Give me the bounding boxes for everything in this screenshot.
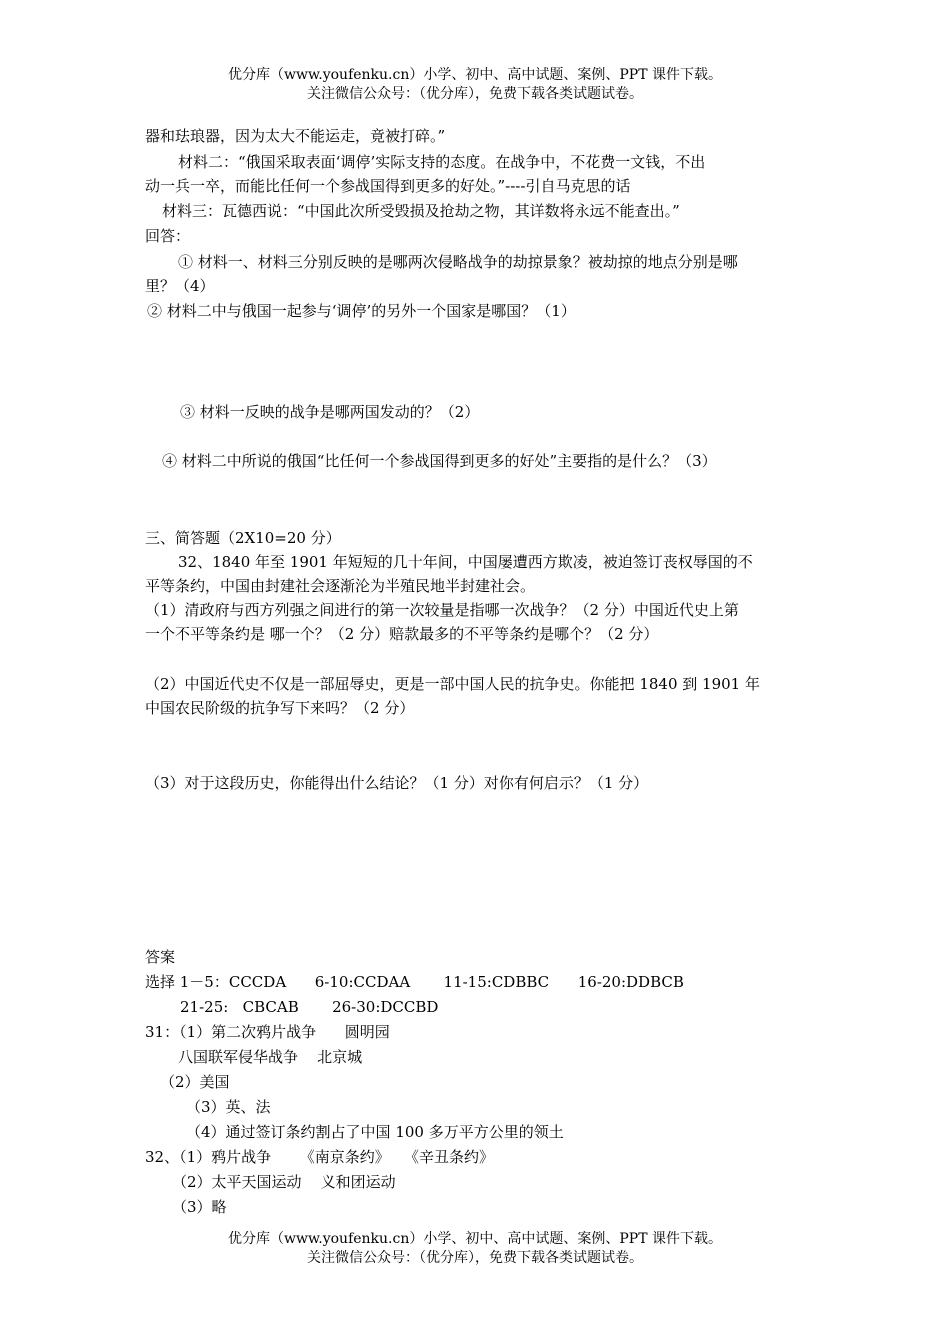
answer-31-2: （2）美国 (160, 1073, 230, 1091)
material-2-line-2: 动一兵一卒，而能比任何一个参战国得到更多的好处。”----引自马克思的话 (145, 177, 631, 195)
answers-choice-line-1: 选择 1－5：CCCDA 6-10:CCDAA 11-15:CDBBC 16-20:DDBCB (145, 973, 684, 991)
question-32-1-line-2: 一个不平等条约是 哪一个？（2 分）赔款最多的不平等条约是哪个？（2 分） (145, 625, 659, 643)
question-32-1-line-1: （1）清政府与西方列强之间进行的第一次较量是指哪一次战争？（2 分）中国近代史上第 (145, 601, 739, 619)
question-32-2-line-2: 中国农民阶级的抗争写下来吗？（2 分） (145, 699, 415, 717)
question-32-line-2: 平等条约，中国由封建社会逐渐沦为半殖民地半封建社会。 (145, 577, 536, 595)
question-31-2: ② 材料二中与俄国一起参与‘调停’的另外一个国家是哪国？（1） (147, 302, 576, 320)
answers-choice-line-2: 21-25: CBCAB 26-30:DCCBD (180, 998, 439, 1016)
footer-line-1: 优分库（www.youfenku.cn）小学、初中、高中试题、案例、PPT 课件下载。 (227, 1231, 722, 1247)
question-32-2-line-1: （2）中国近代史不仅是一部屈辱史，更是一部中国人民的抗争史。你能把 1840 到 1901 年 (145, 675, 760, 693)
material-1-tail: 器和珐琅器，因为太大不能运走，竟被打碎。” (145, 127, 446, 145)
answer-32-1: 32、（1）鸦片战争 《南京条约》 《辛丑条约》 (145, 1148, 495, 1166)
header-line-1: 优分库（www.youfenku.cn）小学、初中、高中试题、案例、PPT 课件下载。 (227, 67, 722, 83)
answer-32-2: （2）太平天国运动 义和团运动 (172, 1173, 396, 1191)
material-3: 材料三：瓦德西说：“中国此次所受毁损及抢劫之物，其详数将永远不能查出。” (162, 202, 680, 220)
question-31-1-line-2: 里？（4） (145, 277, 215, 295)
question-31-3: ③ 材料一反映的战争是哪两国发动的？（2） (180, 403, 480, 421)
answer-31-3: （3）英、法 (186, 1098, 271, 1116)
section-3-title: 三、简答题（2X10=20 分） (145, 529, 341, 547)
question-32-3: （3）对于这段历史，你能得出什么结论？（1 分）对你有何启示？（1 分） (145, 774, 649, 792)
question-31-1-line-1: ① 材料一、材料三分别反映的是哪两次侵略战争的劫掠景象？被劫掠的地点分别是哪 (178, 253, 738, 271)
answer-32-3: （3）略 (172, 1198, 227, 1216)
answer-31-4: （4）通过签订条约割占了中国 100 多万平方公里的领土 (186, 1123, 564, 1141)
answers-title: 答案 (145, 948, 176, 966)
question-32-line-1: 32、1840 年至 1901 年短短的几十年间，中国屡遭西方欺凌，被迫签订丧权辱国的不 (178, 553, 753, 571)
material-2-line-1: 材料二：“俄国采取表面‘调停’实际支持的态度。在战争中，不花费一文钱，不出 (178, 153, 706, 171)
header-line-2: 关注微信公众号：（优分库），免费下载各类试题试卷。 (307, 86, 643, 102)
answer-31-1b: 八国联军侵华战争 北京城 (178, 1048, 363, 1066)
footer-line-2: 关注微信公众号：（优分库），免费下载各类试题试卷。 (307, 1250, 643, 1266)
answer-prompt: 回答： (145, 227, 191, 245)
question-31-4: ④ 材料二中所说的俄国“比任何一个参战国得到更多的好处”主要指的是什么？（3） (162, 452, 717, 470)
answer-31-1: 31：（1）第二次鸦片战争 圆明园 (145, 1023, 390, 1041)
